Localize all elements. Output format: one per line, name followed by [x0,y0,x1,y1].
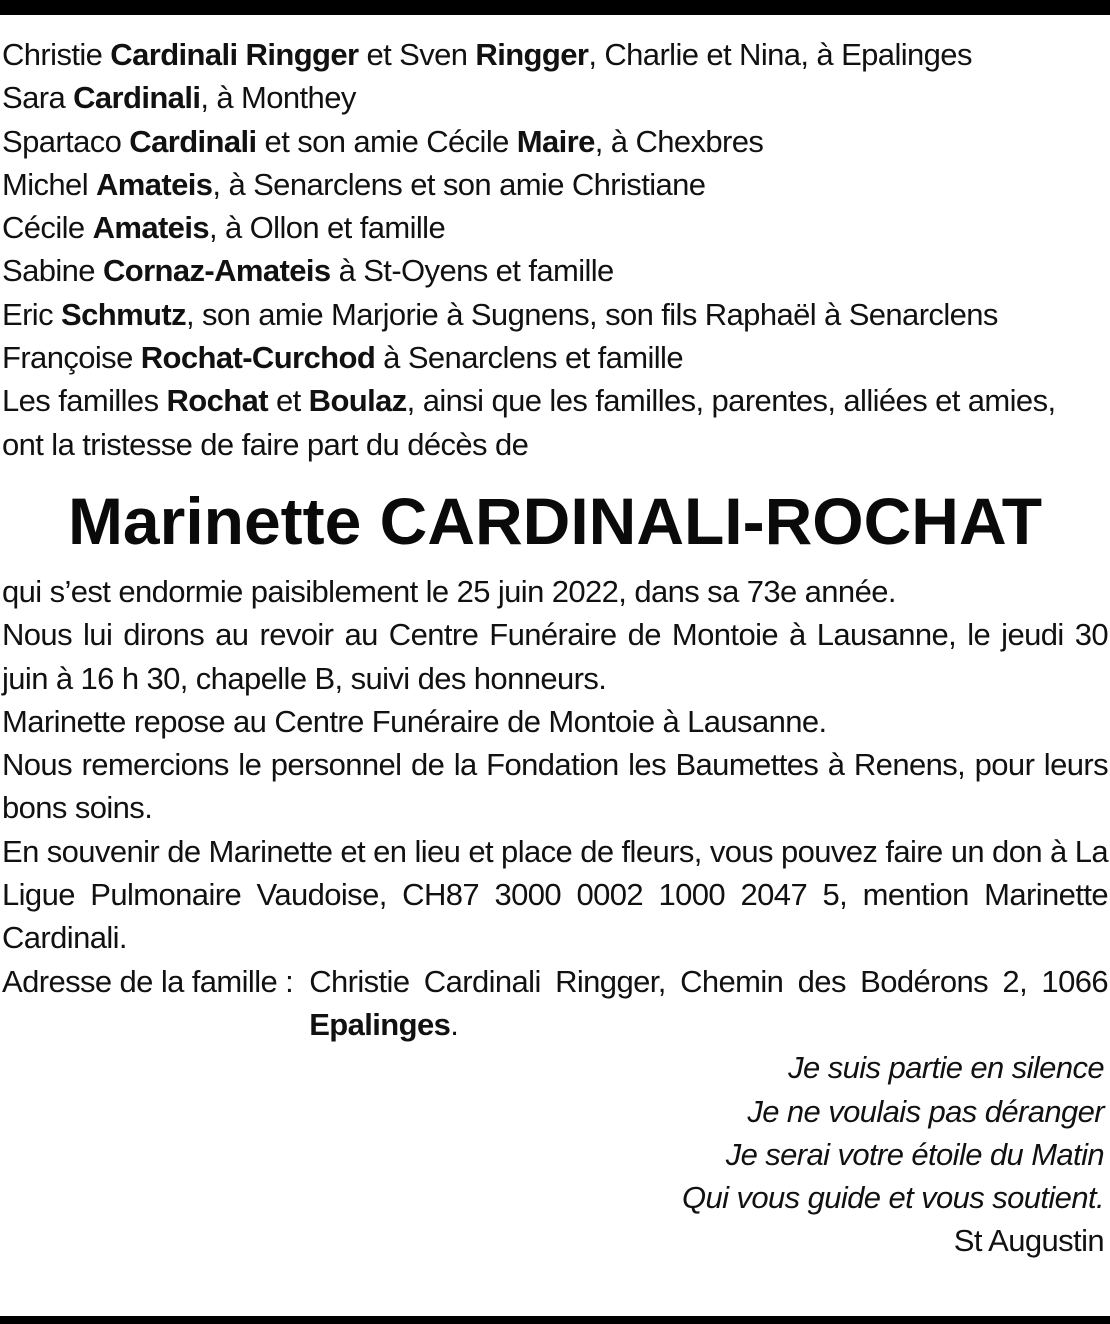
text-segment: et Sven [358,37,476,72]
text-segment: et son amie Cécile [256,123,517,159]
body-paragraph: Marinette repose au Centre Funéraire de Montoie à Lausanne. [2,703,827,739]
poem-line: Qui vous guide et vous soutient. [682,1180,1104,1216]
family-surname: Rochat-Curchod [140,340,376,376]
family-surname: Cardinali Ringger [110,37,359,72]
family-surname: Amateis [96,166,213,202]
text-segment: , à Ollon et famille [208,210,446,246]
family-surname: Amateis [92,210,209,246]
poem-author: St Augustin [953,1223,1104,1259]
family-line [2,206,1108,249]
text-segment: Sara [2,80,74,116]
text-segment: , à Chexbres [594,123,764,159]
deceased-name: Marinette CARDINALI-ROCHAT [67,483,1043,558]
text-segment: Sabine [2,253,103,289]
address-label: Adresse de la famille : [2,963,294,999]
announcement-line [2,423,1108,466]
poem [2,1046,1108,1262]
address-text [309,960,1108,1047]
family-surname: Cornaz-Amateis [102,253,331,289]
address-street: Christie Cardinali Ringger, Chemin des Bodérons 2, 1066 [309,963,1108,999]
poem-line: Je serai votre étoile du Matin [725,1136,1104,1172]
text-segment: Spartaco [2,123,130,159]
poem-line: Je suis partie en silence [788,1050,1104,1086]
text-segment: Les familles [2,383,167,419]
death-notice [2,33,1108,1263]
family-surname: Boulaz [308,383,407,419]
text-segment: et [267,383,309,419]
family-line [2,249,1108,292]
text-segment: , son amie Marjorie à Sugnens, son fils Raphaël à Senarclens [186,296,998,332]
text-segment: , Charlie et Nina, à Epalinges [588,37,972,72]
body-paragraph: qui s’est endormie paisiblement le 25 juin 2022, dans sa 73e année. [2,573,896,609]
family-line [2,120,1108,163]
address-city: Epalinges [309,1006,451,1042]
family-surname: Cardinali [73,80,201,116]
text-segment: à St-Oyens et famille [330,253,614,289]
family-surname: Ringger [475,37,589,72]
body-paragraph: Nous remercions le personnel de la Fondation les Baumettes à Renens, pour leurs bons soins. [2,747,1108,826]
family-surname: Rochat [166,383,268,419]
text-segment: à Senarclens et famille [375,340,683,376]
family-surname: Maire [516,123,595,159]
text-segment: ont la tristesse de faire part du décès de [2,426,529,462]
family-address [2,960,1108,1047]
family-line [2,163,1108,206]
text-segment: , à Senarclens et son amie Christiane [212,166,706,202]
family-surname: Schmutz [61,296,186,332]
text-segment: , à Monthey [200,80,356,116]
top-rule [0,0,1110,15]
family-line [2,76,1108,119]
notice-body [2,570,1108,960]
text-segment: Cécile [2,210,93,246]
family-surname: Cardinali [129,123,257,159]
body-paragraph: Nous lui dirons au revoir au Centre Funéraire de Montoie à Lausanne, le jeudi 30 juin à 16 h 30, chapelle B, suivi des honneurs. [2,617,1108,696]
family-line [2,379,1108,422]
body-paragraph: En souvenir de Marinette et en lieu et place de fleurs, vous pouvez faire un don à La Ligue Pulmonaire Vaudoise, CH87 3000 0002 1000 2047 5, mention Marinette Cardinali. [2,833,1108,956]
text-segment: Françoise [2,340,141,376]
text-segment: , ainsi que les familles, parentes, alliées et amies, [406,383,1056,419]
address-end: . [450,1006,459,1042]
text-segment: Christie [2,37,111,72]
family-list [2,33,1108,466]
family-line [2,293,1108,336]
family-line [2,33,1108,76]
bottom-rule [0,1316,1110,1324]
text-segment: Eric [2,296,62,332]
family-line [2,336,1108,379]
poem-line: Je ne voulais pas déranger [747,1093,1104,1129]
text-segment: Michel [2,166,96,202]
